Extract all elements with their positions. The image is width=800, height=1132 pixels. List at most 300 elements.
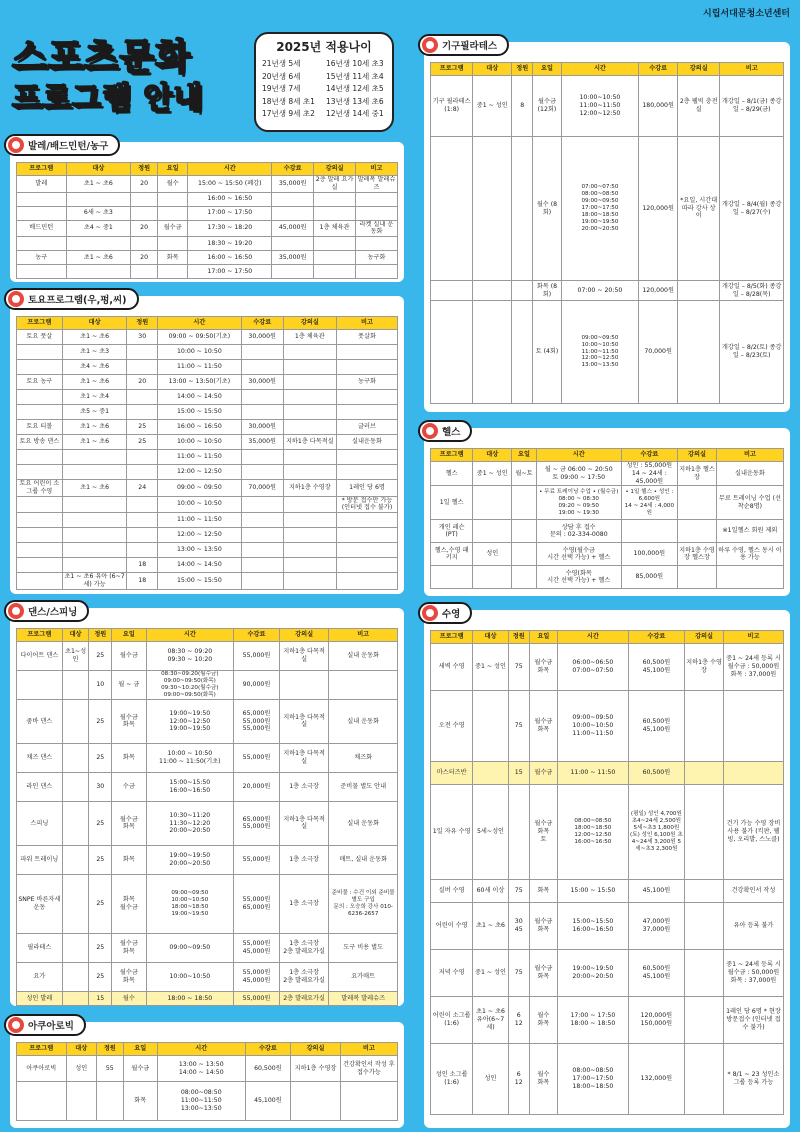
table-cell: 월수금 화목 xyxy=(112,699,146,743)
table-cell xyxy=(17,513,63,528)
table-cell xyxy=(283,375,336,390)
table-row xyxy=(431,76,784,137)
table-cell: 1층 소극장 xyxy=(279,772,329,801)
table-cell: 초1 ~ 초3 xyxy=(62,345,127,360)
table-cell xyxy=(283,390,336,405)
table-cell: 15 xyxy=(508,762,529,785)
table-cell xyxy=(337,573,398,590)
table-cell: 초1 ~ 초6 xyxy=(62,435,127,450)
table-row xyxy=(431,462,784,486)
table-cell: 초1 ~ 초6 xyxy=(66,176,131,193)
column-header: 프로그램 xyxy=(17,629,63,642)
table-cell: 헬스,수영 패키지 xyxy=(431,543,473,566)
table-cell: 17:00 ~ 17:50 18:00 ~ 18:50 xyxy=(558,997,629,1044)
table-cell: 월수금 xyxy=(157,220,187,237)
section-saturday xyxy=(10,296,404,594)
table-cell xyxy=(512,301,533,404)
table-cell: 55,000원 xyxy=(234,743,280,772)
table-cell: 초1 ~ 초6 xyxy=(62,330,127,345)
table-cell: 13:00 ~ 13:50(기초) xyxy=(157,375,241,390)
table-cell: 25 xyxy=(89,642,112,671)
section-badge xyxy=(4,134,120,156)
table-cell: 55,000원 xyxy=(234,642,280,671)
table-cell: 개인 레슨 (PT) xyxy=(431,520,473,543)
table-cell xyxy=(17,390,63,405)
table-cell: 초1 ~ 초4 xyxy=(62,390,127,405)
table-cell xyxy=(279,671,329,700)
table-row xyxy=(431,520,784,543)
table-cell: 채즈화 xyxy=(329,743,398,772)
table-cell xyxy=(685,785,724,880)
table-cell: 55,000원 xyxy=(234,991,280,1005)
table-cell: 15:00 ~ 15:50 (폐강) xyxy=(188,176,272,193)
table-cell: *요일, 시간대 따라 강사 상이 xyxy=(678,137,720,281)
table-cell: 초1 ~ 초6 xyxy=(62,480,127,497)
table-cell: 15 xyxy=(89,991,112,1005)
table-cell xyxy=(17,573,63,590)
table-row xyxy=(431,950,784,997)
table-cell xyxy=(473,137,512,281)
table-cell: 수금 xyxy=(112,772,146,801)
table-cell xyxy=(314,192,356,206)
table-cell: 상담 후 접수 문의 : 02-334-0080 xyxy=(536,520,621,543)
table-cell: 매트, 실내 운동화 xyxy=(329,845,398,874)
table-cell: 11:00 ~ 11:50 xyxy=(157,513,241,528)
table-cell: 35,000원 xyxy=(272,176,314,193)
table-cell xyxy=(17,192,67,206)
table-cell xyxy=(131,237,158,251)
table-cell: 45,100원 xyxy=(245,1082,291,1121)
table-cell: 70,000원 xyxy=(639,301,678,404)
column-header: 요일 xyxy=(112,629,146,642)
table-cell: 12:00 ~ 12:50 xyxy=(157,465,241,480)
table-row xyxy=(17,772,398,801)
table-row xyxy=(17,543,398,558)
age-entry: 20년생 6세 xyxy=(262,71,301,81)
table-header-row xyxy=(17,163,398,176)
table-cell: 10:00~10:50 xyxy=(146,962,234,991)
age-entry: 12년생 14세 중1 xyxy=(326,109,384,118)
table-cell xyxy=(473,762,508,785)
table-row xyxy=(431,137,784,281)
column-header: 정원 xyxy=(127,317,157,330)
table-cell xyxy=(131,206,158,220)
table-cell: 25 xyxy=(89,845,112,874)
table-cell: 초1 ~ 초6 유아 (6~7세) 가능 xyxy=(62,573,127,590)
table-cell: 20 xyxy=(131,251,158,265)
table-cell: 초1~성인 xyxy=(62,642,89,671)
column-header: 강의실 xyxy=(291,1043,341,1056)
table-cell xyxy=(241,543,283,558)
table-cell xyxy=(337,390,398,405)
table-cell: 초4 ~ 초6 xyxy=(62,360,127,375)
table-cell: 18:30 ~ 19:20 xyxy=(188,237,272,251)
table-cell: 13:00 ~ 13:50 xyxy=(157,543,241,558)
table-cell: 25 xyxy=(127,435,157,450)
table-cell: 19:00~19:50 20:00~20:50 xyxy=(146,845,234,874)
table-cell: 무료 트레이닝 수업 (선착순8명) xyxy=(716,486,783,520)
section-title: 수영 xyxy=(442,609,461,620)
column-header: 강의실 xyxy=(678,63,720,76)
table-cell: 2층 웰빅 충전실 xyxy=(678,76,720,137)
section-ballet xyxy=(10,142,404,282)
table-header-row xyxy=(431,63,784,76)
table-cell: 75 xyxy=(508,644,529,691)
table-cell xyxy=(512,543,537,566)
table-cell: 화목 xyxy=(529,880,557,903)
table-cell: 지하1층 수영장 xyxy=(685,644,724,691)
table-cell: 10:30~11:20 11:30~12:20 20:00~20:50 xyxy=(146,801,234,845)
lifebuoy-icon xyxy=(8,603,24,619)
table-row xyxy=(17,405,398,420)
column-header: 정원 xyxy=(508,631,529,644)
table-cell xyxy=(431,281,473,301)
table-row xyxy=(17,265,398,279)
table-cell xyxy=(685,691,724,762)
table-cell xyxy=(678,486,717,520)
table-cell xyxy=(62,543,127,558)
table-cell: 줌바 댄스 xyxy=(17,699,63,743)
table-cell: 14:00 ~ 14:50 xyxy=(157,390,241,405)
table-row xyxy=(431,785,784,880)
table-cell xyxy=(17,543,63,558)
table-cell: 65,000원 55,000원 55,000원 xyxy=(234,699,280,743)
table-cell: 월수금 xyxy=(529,762,557,785)
column-header: 요일 xyxy=(157,163,187,176)
table-cell: 60,500원 45,100원 xyxy=(628,644,684,691)
lifebuoy-icon xyxy=(422,423,438,439)
table-cell xyxy=(283,465,336,480)
table-cell: 토요 어린이 소그룹 수영 xyxy=(17,480,63,497)
table-cell xyxy=(157,237,187,251)
table-cell: 17:30 ~ 18:20 xyxy=(188,220,272,237)
column-header: 강의실 xyxy=(283,317,336,330)
table-cell: * 방문 접수만 가능 (인터넷 접수 불가) xyxy=(337,496,398,513)
table-cell xyxy=(127,450,157,465)
table-row xyxy=(17,465,398,480)
table-row xyxy=(17,220,398,237)
table-cell xyxy=(127,345,157,360)
column-header: 시간 xyxy=(188,163,272,176)
title-line1: 스포츠문화 xyxy=(12,37,191,78)
section-pilates xyxy=(424,42,790,412)
table-cell: 채즈 댄스 xyxy=(17,743,63,772)
table-cell xyxy=(241,345,283,360)
table-cell: 건강확인서 작성 후 접수가능 xyxy=(340,1056,397,1082)
table-row xyxy=(17,845,398,874)
table-cell: 55 xyxy=(96,1056,123,1082)
table-cell: ※1일헬스 회원 제외 xyxy=(716,520,783,543)
table-cell: 초1 ~ 초6 xyxy=(473,903,508,950)
age-entry: 13년생 13세 초6 xyxy=(326,96,384,106)
table-cell: 30 xyxy=(89,772,112,801)
section-aqua xyxy=(10,1022,404,1128)
ballet-table xyxy=(16,162,398,279)
table-cell: 초1 ~ 초6 xyxy=(62,375,127,390)
table-cell xyxy=(337,345,398,360)
table-cell xyxy=(431,137,473,281)
table-row xyxy=(17,420,398,435)
section-badge xyxy=(418,602,472,624)
table-cell: 헬스 xyxy=(431,462,473,486)
table-cell xyxy=(17,405,63,420)
table-row xyxy=(431,566,784,589)
table-cell: 하루 수영, 헬스 동시 이용 가능 xyxy=(716,543,783,566)
table-cell: 지하1층 수영장 xyxy=(291,1056,341,1082)
column-header: 시간 xyxy=(157,1043,245,1056)
table-cell: 기구 필라테스 (1:8) xyxy=(431,76,473,137)
table-cell xyxy=(17,265,67,279)
table-cell: 1층 소극장 xyxy=(279,874,329,933)
table-row xyxy=(17,176,398,193)
table-cell: 16:00 ~ 16:50 xyxy=(188,192,272,206)
table-cell: 월수금 xyxy=(123,1056,157,1082)
table-cell: 132,000원 xyxy=(628,1044,684,1115)
table-cell xyxy=(272,206,314,220)
table-cell: 월수금 화목 xyxy=(529,644,557,691)
table-cell: 15:00 ~ 15:50 xyxy=(157,405,241,420)
table-cell: 180,000원 xyxy=(639,76,678,137)
table-cell xyxy=(127,405,157,420)
table-cell xyxy=(314,237,356,251)
table-cell xyxy=(62,699,89,743)
table-cell: * 8/1 ~ 23 성인소그룹 등록 가능 xyxy=(723,1044,783,1115)
column-header: 프로그램 xyxy=(431,449,473,462)
column-header: 시간 xyxy=(536,449,621,462)
column-header: 수강료 xyxy=(272,163,314,176)
table-row xyxy=(17,390,398,405)
table-cell xyxy=(62,496,127,513)
column-header: 수강료 xyxy=(639,63,678,76)
table-cell: 실내 운동화 xyxy=(329,801,398,845)
table-cell: 90,000원 xyxy=(234,671,280,700)
table-cell: 화목 xyxy=(123,1082,157,1121)
table-cell: 초1 ~ 초6 유아(6~7세) xyxy=(473,997,508,1044)
table-cell xyxy=(62,671,89,700)
table-cell xyxy=(685,880,724,903)
column-header: 대상 xyxy=(62,629,89,642)
table-cell: 1층 소극장 2층 발레요가실 xyxy=(279,962,329,991)
column-header: 요일 xyxy=(533,63,561,76)
column-header: 대상 xyxy=(66,1043,96,1056)
table-cell: 수영(화목 시간 선택 가능) + 헬스 xyxy=(536,566,621,589)
table-cell xyxy=(678,281,720,301)
table-cell: 월수 화목 xyxy=(529,997,557,1044)
table-cell: 지하1층 수영장 xyxy=(283,480,336,497)
column-header: 수강료 xyxy=(245,1043,291,1056)
table-cell: 35,000원 xyxy=(272,251,314,265)
table-row xyxy=(17,480,398,497)
table-cell: 토요 방송 댄스 xyxy=(17,435,63,450)
table-cell: 새벽 수영 xyxy=(431,644,473,691)
table-cell: 30,000원 xyxy=(241,375,283,390)
table-cell: 09:00 ~ 09:50(기초) xyxy=(157,330,241,345)
table-cell xyxy=(157,265,187,279)
aqua-table xyxy=(16,1042,398,1121)
table-cell: 중1 ~ 24세 등록 시 월수금 : 50,000원 화목 : 37,000원 xyxy=(723,950,783,997)
table-cell: 성인 소그룹 (1:6) xyxy=(431,1044,473,1115)
table-cell: 스피닝 xyxy=(17,801,63,845)
table-cell: 6 12 xyxy=(508,1044,529,1115)
section-swim xyxy=(424,610,790,1128)
column-header: 요일 xyxy=(123,1043,157,1056)
saturday-table xyxy=(16,316,398,590)
table-cell: 실내운동화 xyxy=(716,462,783,486)
section-title: 발레/배드민턴/농구 xyxy=(28,141,109,152)
table-cell: 필라테스 xyxy=(17,933,63,962)
table-cell: 1층 소극장 xyxy=(279,845,329,874)
section-badge xyxy=(418,34,509,56)
column-header: 비고 xyxy=(356,163,398,176)
table-cell: 월수금 화목 xyxy=(112,962,146,991)
table-header-row xyxy=(17,629,398,642)
table-row xyxy=(17,558,398,573)
table-cell: 실내 운동화 xyxy=(329,642,398,671)
column-header: 프로그램 xyxy=(17,163,67,176)
table-cell: 성인 발레 xyxy=(17,991,63,1005)
table-cell: 화목 (8회) xyxy=(533,281,561,301)
table-cell xyxy=(241,465,283,480)
table-cell: 09:00 ~ 09:50 xyxy=(157,480,241,497)
table-cell xyxy=(17,345,63,360)
section-title: 아쿠아로빅 xyxy=(28,1021,74,1032)
table-header-row xyxy=(17,1043,398,1056)
table-cell: 14:00 ~ 14:50 xyxy=(157,558,241,573)
table-cell: 25 xyxy=(89,699,112,743)
table-cell: 월 ~ 금 xyxy=(112,671,146,700)
age-left-list xyxy=(262,58,322,121)
table-cell: 15:00 ~ 15:50 xyxy=(157,573,241,590)
table-cell: 개강일 – 8/4(월) 종강일 – 8/27(수) xyxy=(720,137,784,281)
table-cell: 60,500원 45,100원 xyxy=(628,950,684,997)
table-cell: 25 xyxy=(89,933,112,962)
table-cell xyxy=(62,845,89,874)
table-cell: 17:00 ~ 17:50 xyxy=(188,206,272,220)
table-cell xyxy=(127,528,157,543)
column-header: 프로그램 xyxy=(17,1043,67,1056)
table-row xyxy=(17,496,398,513)
table-cell xyxy=(473,566,512,589)
table-cell: 25 xyxy=(127,420,157,435)
table-cell: 월수금 xyxy=(112,642,146,671)
section-badge xyxy=(4,288,139,310)
table-row xyxy=(17,375,398,390)
table-cell xyxy=(127,543,157,558)
table-cell xyxy=(329,671,398,700)
table-cell: • 무료 트레이닝 수업 • (월수금) 08:00 ~ 08:30 09:20 ~ 09:50 19:00 ~ 19:30 xyxy=(536,486,621,520)
table-cell xyxy=(512,486,537,520)
table-cell: 25 xyxy=(89,874,112,933)
table-row xyxy=(17,360,398,375)
section-badge xyxy=(4,1014,86,1036)
column-header: 대상 xyxy=(473,449,512,462)
table-cell: 1레인 당 6명 * 현장 방문접수 (인터넷 접수 불가) xyxy=(723,997,783,1044)
table-cell xyxy=(17,496,63,513)
table-cell xyxy=(356,237,398,251)
table-cell: 25 xyxy=(89,743,112,772)
table-cell: 60세 이상 xyxy=(473,880,508,903)
table-cell: 2층 발레요가실 xyxy=(279,991,329,1005)
table-cell xyxy=(17,1082,67,1121)
table-cell: 10:00 ~ 10:50 xyxy=(157,435,241,450)
age-reference-box xyxy=(254,32,394,132)
table-row xyxy=(17,743,398,772)
table-cell: 2층 발레 요가실 xyxy=(314,176,356,193)
table-cell xyxy=(62,513,127,528)
table-cell: 55,000원 65,000원 xyxy=(234,874,280,933)
table-cell: 건기 가능 수영 장비 사용 불가 (킥판, 웰빙, 오리발, 스노클) xyxy=(723,785,783,880)
table-row xyxy=(431,880,784,903)
table-cell: 30,000원 xyxy=(241,330,283,345)
age-entry: 21년생 5세 xyxy=(262,59,301,68)
table-cell: 월수금 (12회) xyxy=(533,76,561,137)
section-title: 헬스 xyxy=(442,427,461,438)
table-cell: 55,000원 45,000원 xyxy=(234,933,280,962)
table-cell: 120,000원 xyxy=(639,281,678,301)
table-cell: 어린이 소그룹 (1:6) xyxy=(431,997,473,1044)
table-cell: (평일) 성인 4,700원 초4~24세 2,500원 5세~초3 1,800원 (토) 성인 6,100원 초4~24세 3,200원 5세~초3 2,300원 xyxy=(628,785,684,880)
table-row xyxy=(431,543,784,566)
table-cell: 45,000원 xyxy=(272,220,314,237)
column-header: 비고 xyxy=(329,629,398,642)
table-cell xyxy=(272,265,314,279)
age-entry: 16년생 10세 초3 xyxy=(326,59,384,68)
table-cell: 6 12 xyxy=(508,997,529,1044)
table-cell: 75 xyxy=(508,880,529,903)
table-cell: 지하1층 다목적실 xyxy=(279,699,329,743)
table-cell: 지하1층 다목적실 xyxy=(279,801,329,845)
table-cell xyxy=(66,192,131,206)
table-cell xyxy=(241,573,283,590)
table-cell: 성인 xyxy=(473,1044,508,1115)
table-cell xyxy=(685,950,724,997)
table-cell: 월 ~ 금 06:00 ~ 20:50 토 09:00 ~ 17:50 xyxy=(536,462,621,486)
table-cell: 아쿠아로빅 xyxy=(17,1056,67,1082)
section-badge xyxy=(418,420,472,442)
table-cell xyxy=(473,281,512,301)
title-line2: 프로그램 안내 xyxy=(12,81,204,116)
table-cell: 08:00~08:50 17:00~17:50 18:00~18:50 xyxy=(558,1044,629,1115)
table-cell xyxy=(356,192,398,206)
table-cell xyxy=(356,265,398,279)
table-cell: 다이어트 댄스 xyxy=(17,642,63,671)
table-cell: 60,500원 xyxy=(245,1056,291,1082)
column-header: 프로그램 xyxy=(431,63,473,76)
table-cell: 개강일 – 8/2(토) 종강일 – 8/23(토) xyxy=(720,301,784,404)
table-cell: 농구 xyxy=(17,251,67,265)
column-header: 대상 xyxy=(473,63,512,76)
table-cell: 중1 ~ 성인 xyxy=(473,76,512,137)
table-cell: 09:00~09:50 10:00~10:50 11:00~11:50 12:00~12:50 13:00~13:50 xyxy=(561,301,639,404)
table-cell: 초4 ~ 중1 xyxy=(66,220,131,237)
health-table xyxy=(430,448,784,589)
table-row xyxy=(431,1044,784,1115)
table-cell xyxy=(62,465,127,480)
table-row xyxy=(431,486,784,520)
table-header-row xyxy=(431,631,784,644)
column-header: 요일 xyxy=(512,449,537,462)
table-cell: 요가매트 xyxy=(329,962,398,991)
table-row xyxy=(17,671,398,700)
table-row xyxy=(17,206,398,220)
table-cell: 120,000원 150,000원 xyxy=(628,997,684,1044)
table-cell xyxy=(62,801,89,845)
table-row xyxy=(17,962,398,991)
table-cell xyxy=(291,1082,341,1121)
table-cell: 월수 xyxy=(112,991,146,1005)
table-cell: 발레복 발레슈즈 xyxy=(356,176,398,193)
table-cell xyxy=(473,691,508,762)
